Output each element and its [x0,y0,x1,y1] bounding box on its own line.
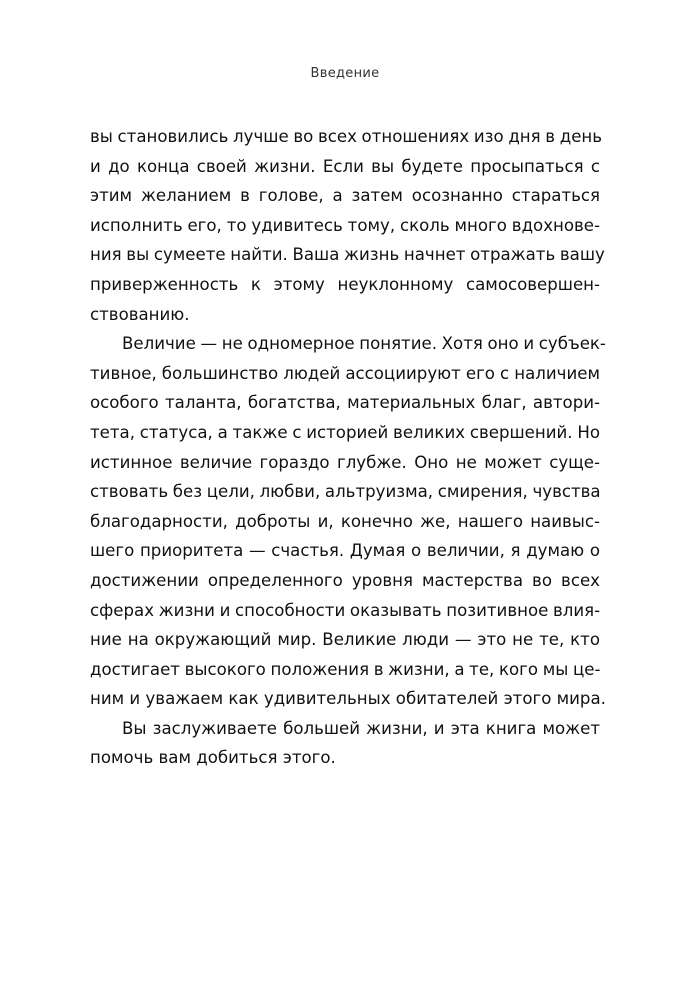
text-line: приверженность к этому неуклонному самосовершен- [90,274,600,294]
text-line: тивное, большинство людей ассоциируют его с наличием [90,363,600,383]
text-line: особого таланта, богатства, материальных благ, автори- [90,393,600,413]
text-line: Величие — не одномерное понятие. Хотя оно и субъек- [122,334,606,354]
paragraph-2 [90,329,606,714]
text-line: исполнить его, то удивитесь тому, сколь много вдохнове- [90,215,600,235]
text-line: достижении определенного уровня мастерства во всех [90,570,600,590]
text-line: помочь вам добиться этого. [90,748,336,768]
text-line: благодарности, доброты и, конечно же, нашего наивыс- [90,511,600,531]
paragraph-1 [90,122,605,329]
text-line: ния вы сумеете найти. Ваша жизнь начнет отражать вашу [90,245,605,265]
text-line: сферах жизни и способности оказывать позитивное влия- [90,600,601,620]
text-line: ние на окружающий мир. Великие люди — это не те, кто [90,630,600,650]
text-line: шего приоритета — счастья. Думая о величии, я думаю о [90,541,600,561]
text-line: этим желанием в голове, а затем осознанно стараться [90,186,600,206]
text-line: Вы заслуживаете большей жизни, и эта книга может [122,718,600,738]
text-line: истинное величие гораздо глубже. Оно не может суще- [90,452,600,472]
text-line: ним и уважаем как удивительных обитателей этого мира. [90,689,606,709]
text-line: ствованию. [90,304,190,324]
text-line: и до конца своей жизни. Если вы будете просыпаться с [90,156,600,176]
text-line: вы становились лучше во всех отношениях изо дня в день [90,127,603,146]
text-line: ствовать без цели, любви, альтруизма, смирения, чувства [90,482,601,502]
running-header: Введение [310,66,380,81]
paragraph-3 [90,714,600,773]
text-line: тета, статуса, а также с историей великих свершений. Но [90,422,600,442]
body-text [90,122,606,773]
text-line: достигает высокого положения в жизни, а те, кого мы це- [90,659,601,679]
